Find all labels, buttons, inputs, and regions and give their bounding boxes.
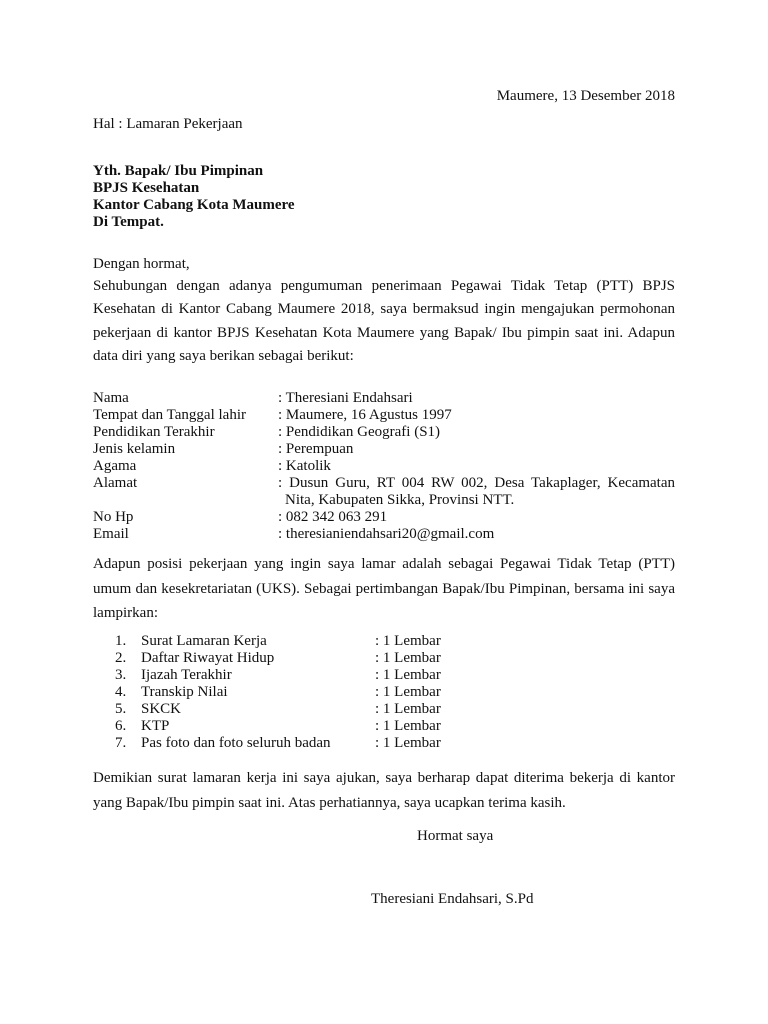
list-item — [93, 650, 675, 667]
attachment-quantity: : 1 Lembar — [375, 684, 441, 700]
list-number: 4. — [115, 684, 127, 700]
list-number: 1. — [115, 633, 127, 649]
address-line-1: : Dusun Guru, RT 004 RW 002, Desa Takaplager, Kecamatan — [278, 475, 675, 491]
list-item — [93, 718, 675, 735]
attachment-quantity: : 1 Lembar — [375, 667, 441, 683]
biodata-value: : Perempuan — [278, 441, 354, 457]
recipient-line: Yth. Bapak/ Ibu Pimpinan — [93, 163, 264, 179]
recipient-line: Kantor Cabang Kota Maumere — [93, 197, 295, 213]
biodata-value: : Pendidikan Geografi (S1) — [278, 424, 441, 440]
biodata-row — [93, 390, 675, 407]
address-line-2: Nita, Kabupaten Sikka, Provinsi NTT. — [285, 492, 515, 508]
attachment-name: SKCK — [141, 701, 182, 717]
position-paragraph: Adapun posisi pekerjaan yang ingin saya lamar adalah sebagai Pegawai Tidak Tetap (PTT) umum dan kesekretariatan (UKS). Sebagai pertimbangan Bapak/Ibu Pimpinan, bersama ini saya lampirkan: — [93, 556, 675, 621]
attachment-name: Daftar Riwayat Hidup — [141, 650, 275, 666]
biodata-value — [278, 475, 675, 509]
recipient-line: Di Tempat. — [93, 214, 164, 230]
biodata-key: Nama — [93, 390, 129, 406]
list-number: 7. — [115, 735, 127, 751]
list-number: 5. — [115, 701, 127, 717]
list-number: 6. — [115, 718, 127, 734]
letter-page — [93, 0, 675, 1024]
biodata-table — [93, 390, 675, 543]
biodata-key: No Hp — [93, 509, 134, 525]
biodata-row — [93, 458, 675, 475]
attachment-quantity: : 1 Lembar — [375, 701, 441, 717]
biodata-value: : Theresiani Endahsari — [278, 390, 413, 406]
list-number: 2. — [115, 650, 127, 666]
attachment-quantity: : 1 Lembar — [375, 718, 441, 734]
attachment-name: Transkip Nilai — [141, 684, 228, 700]
letter-date: Maumere, 13 Desember 2018 — [496, 88, 675, 104]
letter-subject: Hal : Lamaran Pekerjaan — [93, 116, 243, 132]
greeting: Dengan hormat, — [93, 256, 190, 272]
biodata-row — [93, 475, 675, 509]
attachment-list — [93, 633, 675, 752]
recipient-line: BPJS Kesehatan — [93, 180, 200, 196]
biodata-value: : Katolik — [278, 458, 331, 474]
closing-paragraph: Demikian surat lamaran kerja ini saya ajukan, saya berharap dapat diterima bekerja di kantor yang Bapak/Ibu pimpin saat ini. Atas perhatiannya, saya ucapkan terima kasih. — [93, 770, 675, 811]
attachment-quantity: : 1 Lembar — [375, 650, 441, 666]
closing-salutation: Hormat saya — [417, 828, 494, 844]
biodata-row — [93, 526, 675, 543]
attachment-quantity: : 1 Lembar — [375, 633, 441, 649]
biodata-value: : 082 342 063 291 — [278, 509, 388, 525]
list-item — [93, 701, 675, 718]
biodata-row — [93, 407, 675, 424]
attachment-quantity: : 1 Lembar — [375, 735, 441, 751]
biodata-key: Alamat — [93, 475, 138, 491]
biodata-key: Tempat dan Tanggal lahir — [93, 407, 246, 423]
recipient-block — [93, 163, 295, 231]
signature-name: Theresiani Endahsari, S.Pd — [371, 891, 534, 907]
biodata-value: : Maumere, 16 Agustus 1997 — [278, 407, 452, 423]
biodata-row — [93, 441, 675, 458]
biodata-key: Jenis kelamin — [93, 441, 176, 457]
list-number: 3. — [115, 667, 127, 683]
attachment-name: Ijazah Terakhir — [141, 667, 232, 683]
list-item — [93, 667, 675, 684]
biodata-key: Agama — [93, 458, 137, 474]
biodata-key: Email — [93, 526, 129, 542]
list-item — [93, 684, 675, 701]
biodata-row — [93, 424, 675, 441]
biodata-row — [93, 509, 675, 526]
attachment-name: Pas foto dan foto seluruh badan — [141, 735, 331, 751]
biodata-key: Pendidikan Terakhir — [93, 424, 215, 440]
list-item — [93, 735, 675, 752]
attachment-name: KTP — [141, 718, 170, 734]
attachment-name: Surat Lamaran Kerja — [141, 633, 267, 649]
biodata-value: : theresianiendahsari20@gmail.com — [278, 526, 495, 542]
list-item — [93, 633, 675, 650]
opening-paragraph: Sehubungan dengan adanya pengumuman penerimaan Pegawai Tidak Tetap (PTT) BPJS Kesehatan di Kantor Cabang Maumere 2018, saya bermaksud ingin mengajukan permohonan pekerjaan di kantor BPJS Kesehatan Kota Maumere yang Bapak/ Ibu pimpin saat ini. Adapun data diri yang saya berikan sebagai berikut: — [93, 278, 675, 364]
